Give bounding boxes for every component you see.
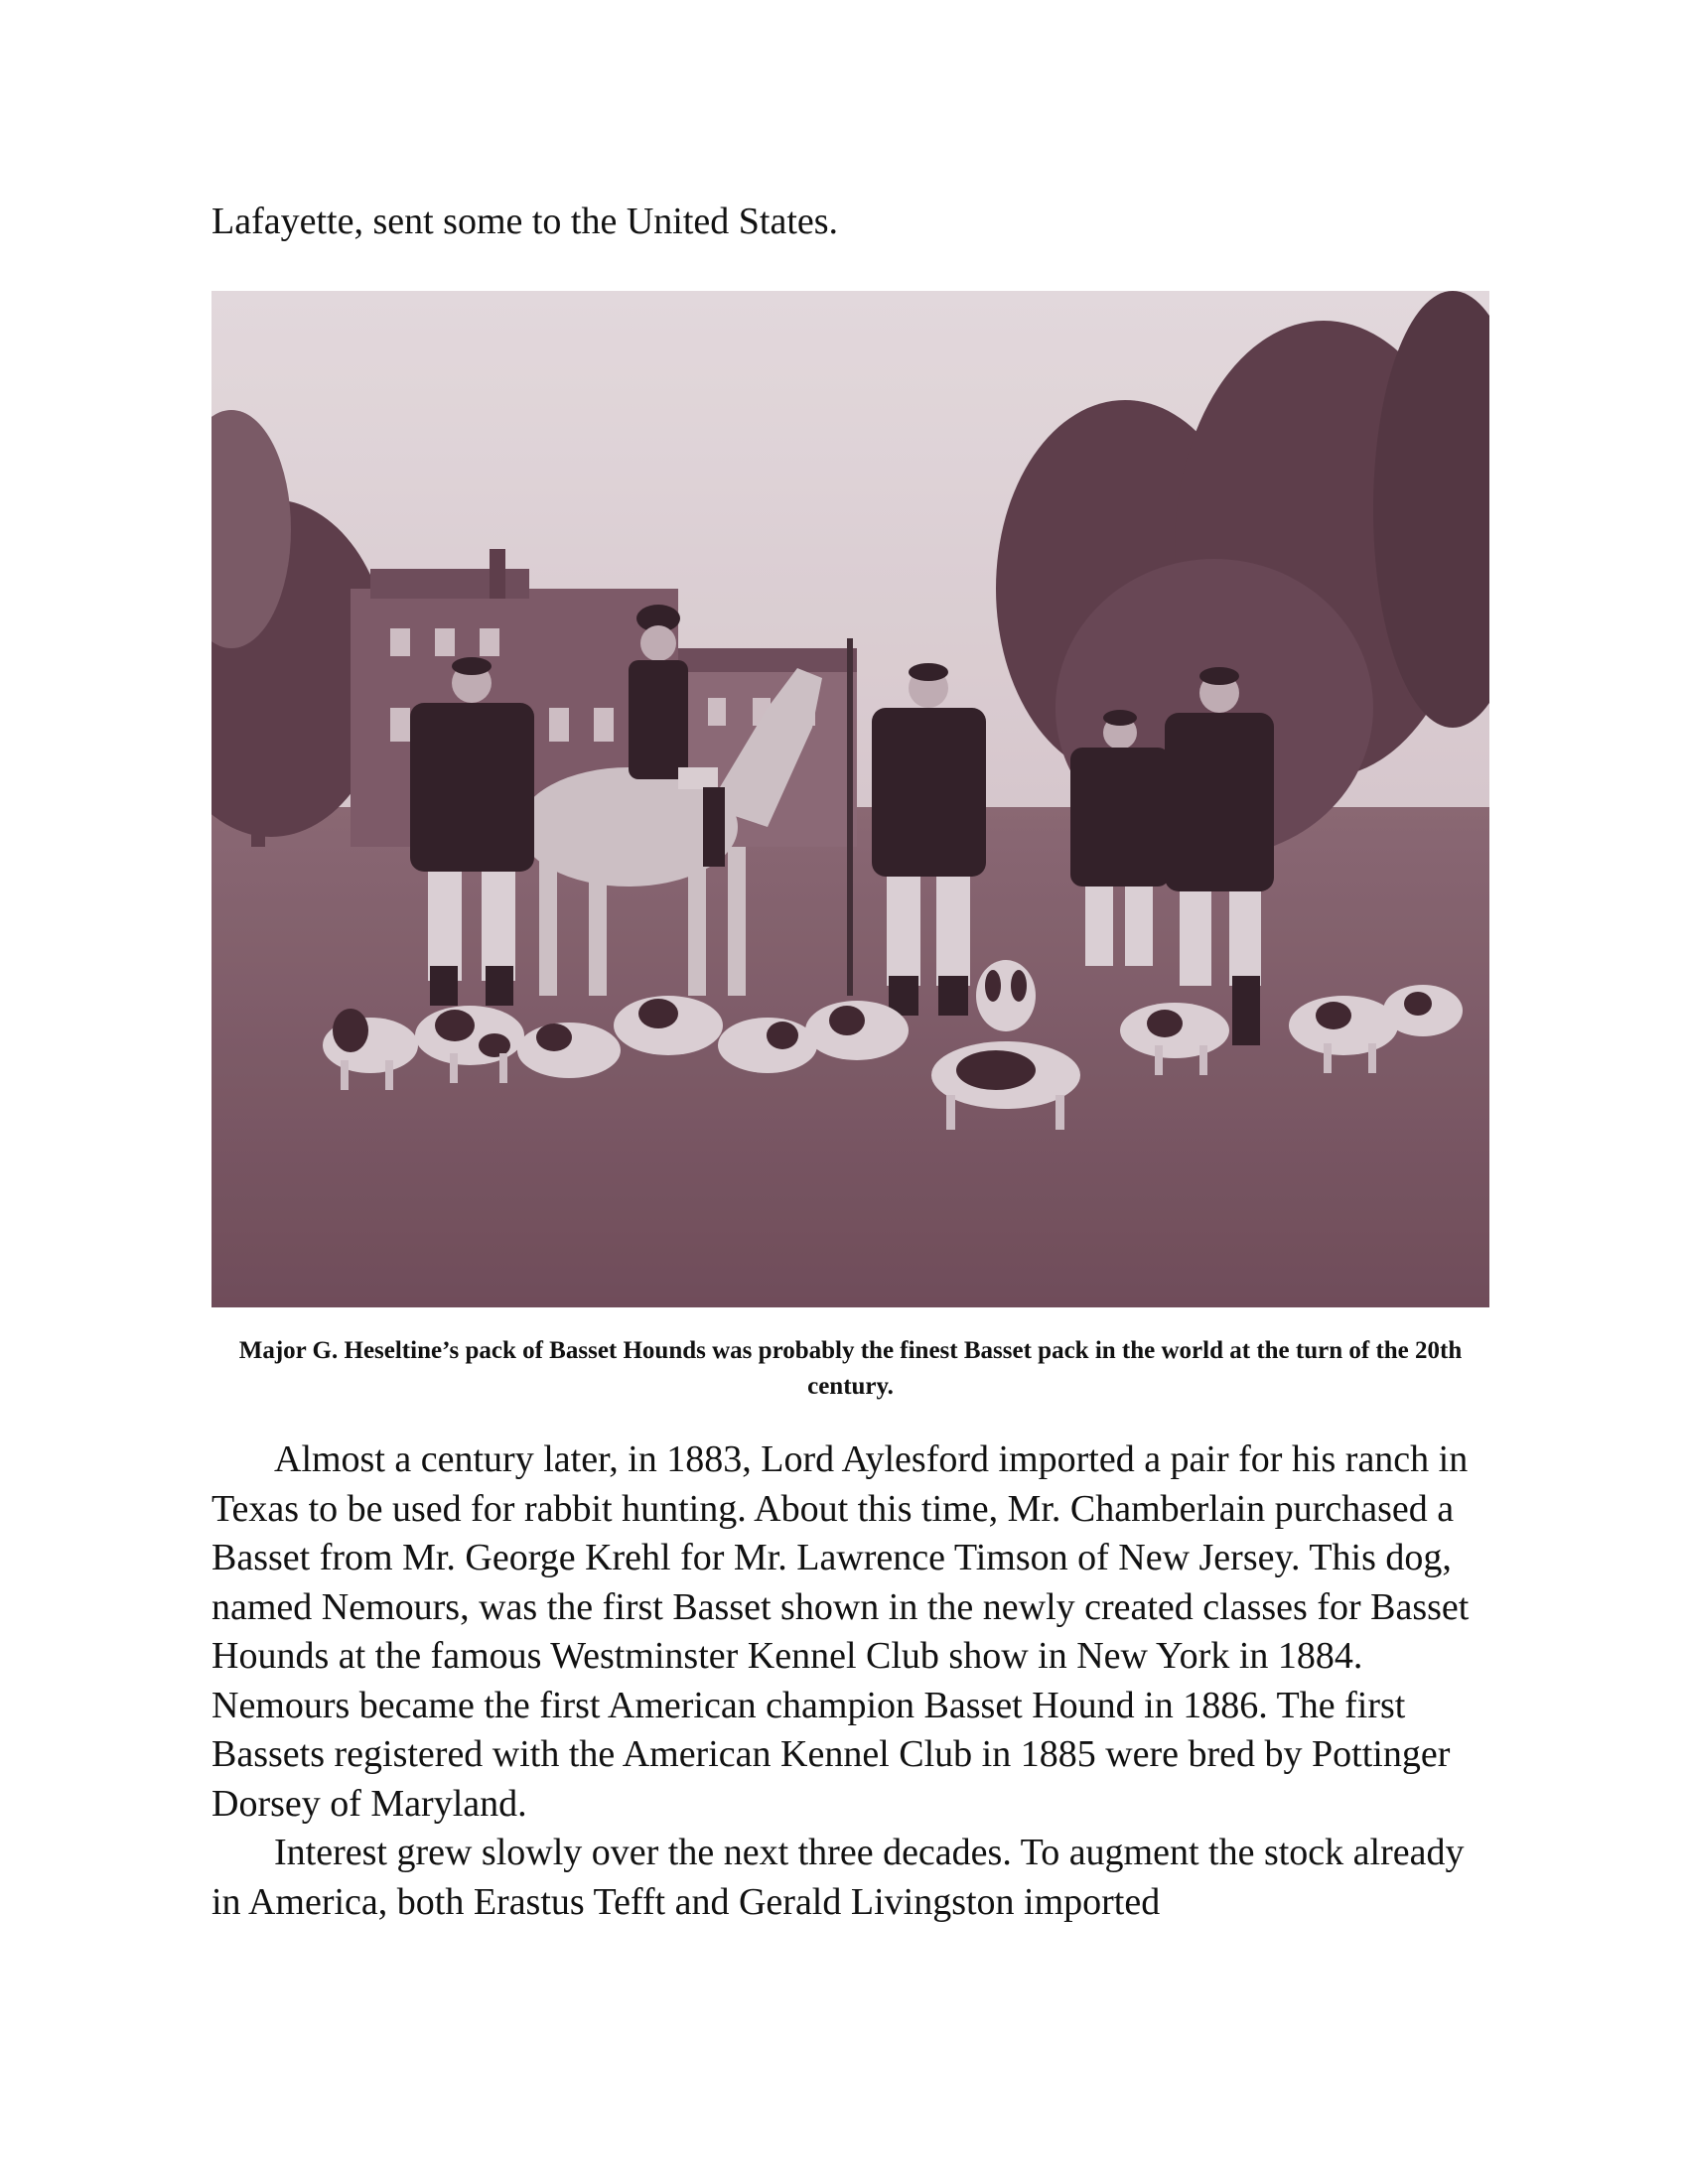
figure-caption: Major G. Heseltine’s pack of Basset Hounds was probably the finest Basset pack in the world at the turn of the 20th century. [238,1337,1463,1400]
paragraph-2: Interest grew slowly over the next three decades. To augment the stock already in America, both Erastus Tefft and Gerald Livingston imported [211,1832,1465,1923]
basset-pack-photo [211,291,1489,1307]
photo-illustration [211,291,1489,1307]
paragraph-1: Almost a century later, in 1883, Lord Aylesford imported a pair for his ranch in Texas to be used for rabbit hunting. About this time, Mr. Chamberlain purchased a Basset from Mr. George Krehl for Mr. Lawrence Timson of New Jersey. This dog, named Nemours, was the first Basset shown in the newly created classes for Basset Hounds at the famous Westminster Kennel Club show in New York in 1884. Nemours became the first American champion Basset Hound in 1886. The first Bassets registered with the American Kennel Club in 1885 were bred by Pottinger Dorsey of Maryland. [211,1438,1470,1825]
continuation-text: Lafayette, sent some to the United States. [211,201,839,242]
body-text [211,1435,1489,1927]
